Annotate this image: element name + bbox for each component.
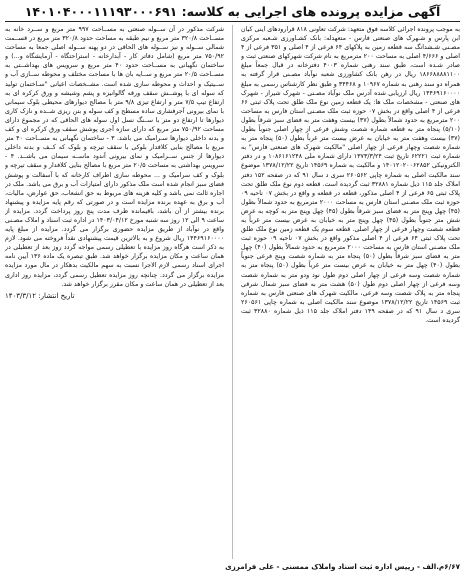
column-divider (232, 25, 233, 559)
publish-date: تاریخ انتشار: ۱۴۰۳/۳/۱۲ (5, 291, 75, 300)
notice-column-right (241, 25, 460, 559)
notice-body-left: شرکت مذکور در آن ســوله صنعتی به مســاحت ۹۹۷ متر مربع و ســرد خانه به مســاحت ۳۲۰/۸ متر مربع و نیم طبقه به مساحت حدود ۳۲۰/۸ متر مربع در قســمت شمالی ســوله و نیز ســوله های الحاقی در دو پهنه ســوله اصلی جمعا به مساحت ۷۵۰/۹۲ متر مربع (شامل دفاتر کار - آبدارخانه - استراحتگاه - آزمایشگاه و...) و ساختمان نگهبانی به مســاحت حدود ۴۰ متر مربع و سرویس های بهداشــتی به مســاحت ۲۰/۵ متر مربع و ســایه بان ها با مساحت مختلف و محوطه ســازی آب و ســیتیک و احداث و محوطه سازی شده است. مشــخصات اعیانی "سـاختمان تولید که سوله ای با پوشــش سقف ورقه گالوانیزه و پشم وشیشه و ورق کرکره ای به ارتفاع تیپ ۷/۵ متر و ارتفاع تیزی ۹/۸ متر با مصالح دیوارهای محیطی بلوک سیمانی با نمای بیرونی آجرفشاری ساده مسطح و کف سوله و بتن ریزی شــده و نازک کاری دیوارها تا ارتفاع دو متر با ســنگ نسل اول سوله های الحاقی که در مجموع دارای مساحت ۷۵۰/۹۲ متر مربع که دارای سازه آجری پوشش سقف ورق کرکره ای و کف و بدنه داخلی دیوارها سـرامیک می باشد. ۳ - ساختمان نگهبانی به مســاحت ۴۰ متر مربع با مصالح بنایی کلافدار بلوکی با سقف تیرچه و بلوک که کــف و بدنه داخلی دیوارها از جنس ســرامیک و نمای بیرونی آندود ماســه سیمان می باشــد. ۴ - سرویس بهداشتی به مساحت ۲۰/۵ متر مربع با مصالح بنایی کلافدار و سقف تیرچه و بلوک و کف سرامیک و ... محوطه سازی اطراف کارخانه که با آسفالت و پوشش فضای سبز انجام شده است ملک مذکور دارای امتیازات آب و برق می باشد. ملک در اجاره ثالث نمی باشد و کلیه هزینه های مربوط به حق انشعاب، حق عوارض، مالیات، آب و برق به عهده برنده مزایده است و در صورتی که رقم پایه مزایده و پیشنهاد برنده بیشتر از آن باشد، باقیمانده ظرف مدت پنج روز پرداخت گردد. مزایده از ساعت ۹ الی ۱۲ روز سه شنبه مورخ ۱۴۰۳/۰۴/۱۲ در اداره ثبت اسناد و املاک مصـنی واقع در نوآباد از طریق مزایده حضوری برگزار می گردد. مزایده از مبلغ پایه ۱۴۴۶۹۱۶۰۰۰۰ ریال شروع و به بالاترین قیمت پیشنهادی نقداً فروخته می شود. لازم به ذکر است هرگاه روز مزایده با تعطیلی رسمی مواجه گردد روز بعد از تعطیلی در همان ساعت و مکان مزایده برگزار خواهد شد. طبق تبصره یک ماده ۱۳۶ آیین نامه اجرای اسناد رسمی لازم الاجرا نسبت به سهم مالکیت بدهکار در مال مورد مزایده مزایده برگزار می گردد. چنانچه روز مزایده تعطیل رسمی گردد، مزایده روز اداری بعد از تعطیلی در همان ساعت و مکان مقرر برگزار خواهد شد. (5, 26, 224, 288)
notice-title: آگهی مزایده پرونده های اجرایی به کلاسه: ۱۴۰۱۰۴۰۰۰۱۱۱۹۳۰۰۰۶۹۱ (5, 4, 460, 22)
notice-column-left (5, 25, 224, 559)
notice-signature: ۶/۶۷م.الف - رییس اداره ثبت اسناد واملاک ممسنی - علی فرامرزی (225, 562, 460, 571)
notice-body-right: به موجب پرونده اجرائی کلاسه فوق متعهد: شرکت تعاونی ۸۱۸ قرارودهای اینی کیان ابن پارس و شـهرک های صنعتی فارس - متعهدله: بانک کشـاورزی شـعبه مرکزی مصـنی شـشدانگ سه قطعه زمین به پلاکهای ۶۴ فرعی از ۴ اصلی و ۳۵۱ فرعی از ۴ اصلی و ۴/۶۶۶ اصلی به مساحت ۲۰۰ مترمربع به نام شرکت شهرکهای صنعتی ثبت و صادر شـده است، طبق سند رهنی شماره ۴۰۰۳ دفترخانه در قبال جمعاً مبلغ ۱۸۶۶۸۸۸۸۱۱۰۰ ریال در رهن بانک کشاورزی شعبه نوآباد مصـنی قرار گرفته به همراه دو سند رهنی به شماره ۱۰۹۶۷ و ۳۴۴۶۸ و طبق نظر کارشناس رسمی به مبلغ ۱۴۴۶۹۱۶۰۰۰۰ ریال ارزیابی شده آدرس ملک نوآباد مصـنی - شهرک شیراز - شهرک های صنعتی - مشخصات ملک ها: یک قطعه زمین نوع ملک طلق تحت پلاک ثبتی ۶۶ فرعی از ۴ اصلی واقع در بخش ۰۷ حوزه ثبت ملک مصـنی استان فارس به مساحت ۲۰۰ مترمربع به حدود شمالاً بطول (۳۷) بیست وهفت متر به فضای سبز شرقاً بطول (۵/۱۰) پنجاه متر به قطعه شماره شصت وشش فرعی از چهار اصلی جنوباً بطول (۳۷) بیست وهفت متر به خیابان به عرض بیست متر غرباً بطول (۵۰) پنجاه متر به شماره شصت وچهار فرعی از چهار اصلی "مالکیت شهرک های صنعتی فارس" به شماره ثبت ۶۲۲۲۱ تاریخ ثبت ۱۳۷۳/۳/۲۴ دارای شماره ملی ۱۰۸۶۱۶۱۲۴۸ و در دفتر الکترونیکی ۱۴۰۱۲۰۲۰۰۶۲۸۵۲ و مالکیت به شماره ۱۴۵۶۹ تاریخ ۱۳۷۸/۱۲/۲۲ موضوع سند مالکیت اصلی به شماره چاپی ۲۶۰۵۶۲ سری د سال ۹۱ که در صفحه ۱۵۲ دفتر املاک جلد ۱۱۵ ذیل شماره ۳۲۸۸۱ ثبت گردیده است. قطعه دوم نوع ملک طلق تحت پلاک ثبتی ۶۵ فرعی از ۴ اصلی مذکور، قطعه در قطعه و واقع در بخش ۰۷ ناحیه ۰۹ حوزه ثبت ملک مصـنی استان فارس به مساحت ۲۰۰۰ مترمربع به حدود شمالاً بطول (۴۵) چهل وپنج متر به فضای سبز شرقاً بطول (۴۵) چهل وپنج متر به کوچه به عرض شش متر جنوباً بطول (۴۵) چهل وپنج متر به خیابان به عرض بیست متر غرباً به قطعه شصت وچهار فرعی از چهار اصلی. قطعه سوم یک قطعه زمین نوع ملک طلق تحت پلاک ثبتی ۶۴ فرعی از ۴ اصلی مذکور واقع در بخش ۰۷ ناحیه ۰۹ حوزه ثبت ملک مصـنی استان فارس به مساحت ۲۰۰۰ مترمربع به حدود شمالاً بطول (۴۰) چهل متر به فضای سبز شرقاً بطول (۵۰) پنجاه متر به شماره شصت وپنج فرعی جنوباً بطول (۴۰) چهل متر به خیابان به عرض بیست متر غرباً بطول (۵۰) پنجاه متر به شماره شصت وسه فرعی از چهار اصلی دوم طول نود ودو متر به شماره شصت وسه فرعی از چهار اصلی دوم طول (۵۰) هشت متر به فضای سبز شمال شرقی پنجاه متر به پلاک شصت وسه فرعی، مالکیت شهرک های صنعتی فارس به شماره ثبت ۱۴۵۶۹ تاریخ ۱۳۷۸/۱۲/۲۲ موضوع سند مالکیت اصلی به شماره چاپی ۲۶۰۵۶۱ سری د سال ۹۱ که در صفحه ۱۴۹ دفتر املاک جلد ۱۱۵ ذیل شماره ۳۲۸۸۰ ثبت گردیده است. (241, 26, 460, 324)
notice-columns (5, 25, 460, 559)
